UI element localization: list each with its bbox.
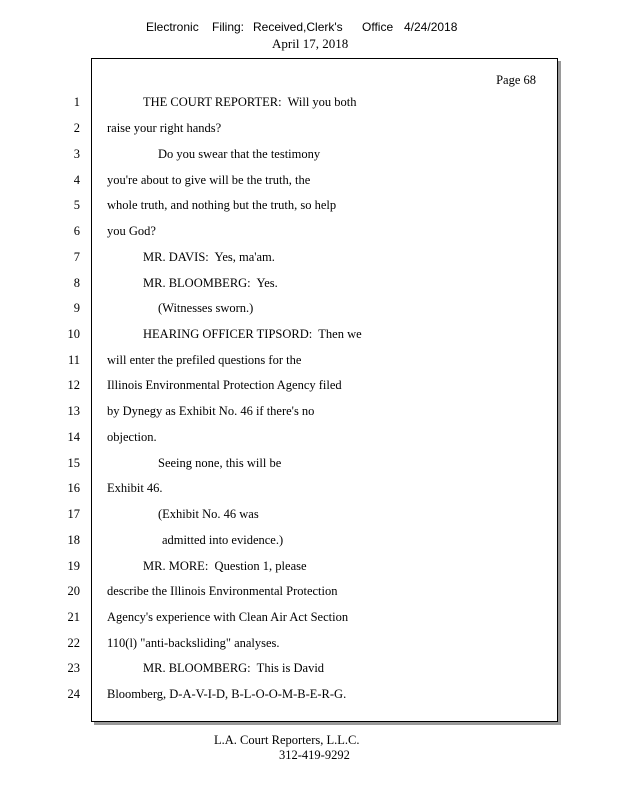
line-number: 3 [73,147,80,161]
transcript-line: describe the Illinois Environmental Protection [107,584,338,598]
transcript-line: MR. BLOOMBERG: Yes. [143,276,278,290]
reporter-phone: 312-419-9292 [279,748,350,762]
line-number: 13 [67,404,80,418]
transcript-line: objection. [107,430,157,444]
hearing-date: April 17, 2018 [272,36,349,51]
stamp-office: Office [362,20,394,34]
transcript-line: you God? [107,224,156,238]
transcript-line: MR. BLOOMBERG: This is David [143,661,325,675]
transcript-line: (Witnesses sworn.) [158,301,254,315]
transcript-line: Agency's experience with Clean Air Act Section [107,610,349,624]
line-number: 8 [73,276,80,290]
line-number: 22 [67,636,80,650]
line-number: 14 [67,430,80,444]
transcript-line: Exhibit 46. [107,481,163,495]
line-number: 10 [67,327,80,341]
line-number: 19 [67,559,80,573]
transcript-line: MR. MORE: Question 1, please [143,559,307,573]
transcript-line: whole truth, and nothing but the truth, so help [107,198,337,212]
transcript-line: by Dynegy as Exhibit No. 46 if there's no [107,404,315,418]
line-number: 23 [67,661,80,675]
line-number: 18 [67,533,80,547]
transcript-line: Seeing none, this will be [158,456,282,470]
transcript-line: 110(l) "anti-backsliding" analyses. [107,636,280,650]
line-number: 5 [73,198,80,212]
reporter-company: L.A. Court Reporters, L.L.C. [214,733,360,747]
transcript-line: will enter the prefiled questions for the [107,353,302,367]
line-number: 11 [67,353,80,367]
line-number: 16 [67,481,80,495]
line-number: 2 [73,121,80,135]
line-number: 20 [67,584,80,598]
line-number: 15 [67,456,80,470]
transcript-line: admitted into evidence.) [162,533,284,547]
line-number: 17 [67,507,80,521]
transcript-line: Do you swear that the testimony [158,147,321,161]
transcript-line: THE COURT REPORTER: Will you both [143,95,357,109]
transcript-line: you're about to give will be the truth, the [107,173,311,187]
line-number: 1 [73,95,80,109]
page-number: Page 68 [496,73,536,87]
transcript-line: MR. DAVIS: Yes, ma'am. [143,250,275,264]
transcript-line: (Exhibit No. 46 was [158,507,259,521]
stamp-received: Received,Clerk's [253,20,343,34]
transcript-line: raise your right hands? [107,121,222,135]
line-number: 9 [73,301,80,315]
transcript-line: Bloomberg, D-A-V-I-D, B-L-O-O-M-B-E-R-G. [107,687,347,701]
stamp-filed-date: 4/24/2018 [404,20,458,34]
line-number: 24 [67,687,80,701]
line-number: 4 [73,173,80,187]
stamp-electronic: Electronic [146,20,199,34]
transcript-line: HEARING OFFICER TIPSORD: Then we [143,327,362,341]
transcript-line: Illinois Environmental Protection Agency filed [107,378,342,392]
stamp-filing: Filing: [212,20,245,34]
line-number: 7 [73,250,80,264]
line-number: 21 [67,610,80,624]
line-number: 6 [73,224,80,238]
line-number: 12 [67,378,80,392]
